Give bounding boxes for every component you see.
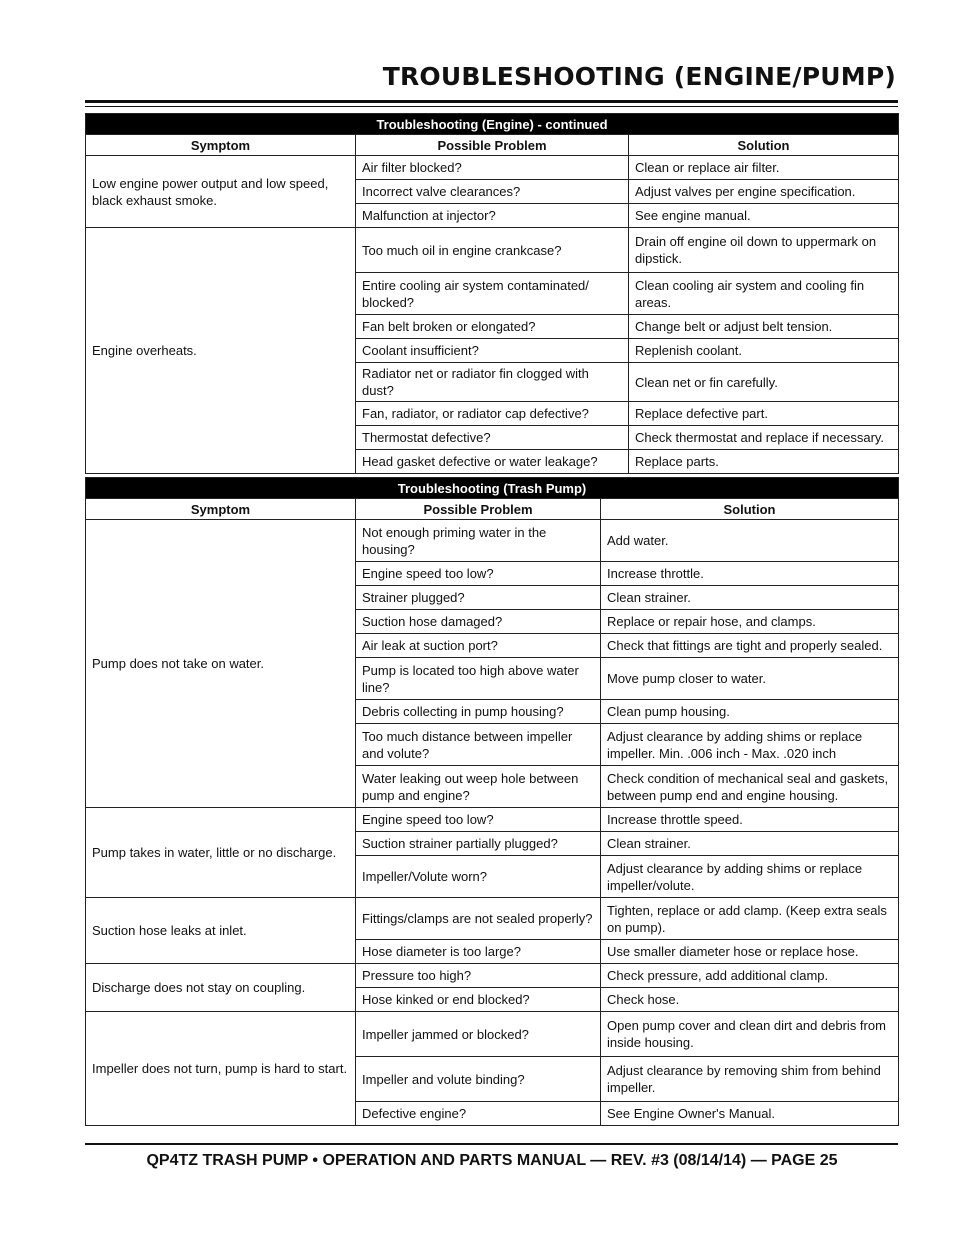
problem-cell: Suction strainer partially plugged? bbox=[356, 832, 601, 856]
problem-cell: Thermostat defective? bbox=[356, 426, 629, 450]
solution-cell: Clean pump housing. bbox=[601, 700, 899, 724]
solution-cell: Clean net or fin carefully. bbox=[629, 363, 899, 402]
symptom-header: Symptom bbox=[86, 135, 356, 156]
symptom-cell: Impeller does not turn, pump is hard to start. bbox=[86, 1012, 356, 1126]
solution-cell: See Engine Owner's Manual. bbox=[601, 1102, 899, 1126]
footer-rule bbox=[85, 1143, 898, 1145]
problem-cell: Not enough priming water in the housing? bbox=[356, 520, 601, 562]
problem-cell: Hose diameter is too large? bbox=[356, 940, 601, 964]
solution-cell: Clean strainer. bbox=[601, 832, 899, 856]
possible-problem-header: Possible Problem bbox=[356, 499, 601, 520]
problem-cell: Air leak at suction port? bbox=[356, 634, 601, 658]
possible-problem-header: Possible Problem bbox=[356, 135, 629, 156]
solution-header: Solution bbox=[601, 499, 899, 520]
solution-cell: Check thermostat and replace if necessary. bbox=[629, 426, 899, 450]
problem-cell: Debris collecting in pump housing? bbox=[356, 700, 601, 724]
symptom-cell: Pump takes in water, little or no discharge. bbox=[86, 808, 356, 898]
problem-cell: Too much distance between impeller and volute? bbox=[356, 724, 601, 766]
solution-cell: Adjust clearance by adding shims or replace impeller. Min. .006 inch - Max. .020 inch bbox=[601, 724, 899, 766]
solution-cell: Open pump cover and clean dirt and debris from inside housing. bbox=[601, 1012, 899, 1057]
solution-cell: Replenish coolant. bbox=[629, 339, 899, 363]
problem-cell: Engine speed too low? bbox=[356, 562, 601, 586]
solution-cell: Check pressure, add additional clamp. bbox=[601, 964, 899, 988]
problem-cell: Too much oil in engine crankcase? bbox=[356, 228, 629, 273]
problem-cell: Impeller/Volute worn? bbox=[356, 856, 601, 898]
problem-cell: Defective engine? bbox=[356, 1102, 601, 1126]
title-rule-thin bbox=[85, 106, 898, 107]
symptom-cell: Low engine power output and low speed, black exhaust smoke. bbox=[86, 156, 356, 228]
problem-cell: Radiator net or radiator fin clogged with dust? bbox=[356, 363, 629, 402]
table-row bbox=[86, 1012, 899, 1057]
solution-cell: See engine manual. bbox=[629, 204, 899, 228]
trash-pump-troubleshooting-table bbox=[85, 477, 899, 1126]
table-row bbox=[86, 520, 899, 562]
solution-cell: Tighten, replace or add clamp. (Keep extra seals on pump). bbox=[601, 898, 899, 940]
pump-table-banner: Troubleshooting (Trash Pump) bbox=[86, 478, 899, 499]
solution-cell: Adjust clearance by adding shims or replace impeller/volute. bbox=[601, 856, 899, 898]
solution-cell: Increase throttle. bbox=[601, 562, 899, 586]
problem-cell: Incorrect valve clearances? bbox=[356, 180, 629, 204]
solution-cell: Adjust clearance by removing shim from behind impeller. bbox=[601, 1057, 899, 1102]
solution-cell: Increase throttle speed. bbox=[601, 808, 899, 832]
problem-cell: Hose kinked or end blocked? bbox=[356, 988, 601, 1012]
problem-cell: Impeller and volute binding? bbox=[356, 1057, 601, 1102]
table-row bbox=[86, 228, 899, 273]
solution-cell: Clean strainer. bbox=[601, 586, 899, 610]
problem-cell: Air filter blocked? bbox=[356, 156, 629, 180]
solution-cell: Add water. bbox=[601, 520, 899, 562]
problem-cell: Suction hose damaged? bbox=[356, 610, 601, 634]
solution-cell: Replace or repair hose, and clamps. bbox=[601, 610, 899, 634]
symptom-cell: Pump does not take on water. bbox=[86, 520, 356, 808]
title-rule bbox=[85, 100, 898, 103]
problem-cell: Fan belt broken or elongated? bbox=[356, 315, 629, 339]
problem-cell: Water leaking out weep hole between pump and engine? bbox=[356, 766, 601, 808]
solution-cell: Move pump closer to water. bbox=[601, 658, 899, 700]
solution-cell: Adjust valves per engine specification. bbox=[629, 180, 899, 204]
problem-cell: Engine speed too low? bbox=[356, 808, 601, 832]
solution-cell: Replace defective part. bbox=[629, 402, 899, 426]
engine-troubleshooting-table bbox=[85, 113, 899, 474]
solution-header: Solution bbox=[629, 135, 899, 156]
symptom-header: Symptom bbox=[86, 499, 356, 520]
page-title: TROUBLESHOOTING (ENGINE/PUMP) bbox=[382, 62, 896, 91]
table-row bbox=[86, 898, 899, 940]
solution-cell: Clean cooling air system and cooling fin areas. bbox=[629, 273, 899, 315]
solution-cell: Change belt or adjust belt tension. bbox=[629, 315, 899, 339]
solution-cell: Check condition of mechanical seal and gaskets, between pump end and engine housing. bbox=[601, 766, 899, 808]
solution-cell: Replace parts. bbox=[629, 450, 899, 474]
problem-cell: Fittings/clamps are not sealed properly? bbox=[356, 898, 601, 940]
problem-cell: Impeller jammed or blocked? bbox=[356, 1012, 601, 1057]
symptom-cell: Discharge does not stay on coupling. bbox=[86, 964, 356, 1012]
solution-cell: Drain off engine oil down to uppermark on dipstick. bbox=[629, 228, 899, 273]
solution-cell: Check hose. bbox=[601, 988, 899, 1012]
symptom-cell: Suction hose leaks at inlet. bbox=[86, 898, 356, 964]
page-footer: QP4TZ TRASH PUMP • OPERATION AND PARTS MANUAL — REV. #3 (08/14/14) — PAGE 25 bbox=[146, 1152, 838, 1169]
problem-cell: Head gasket defective or water leakage? bbox=[356, 450, 629, 474]
solution-cell: Use smaller diameter hose or replace hose. bbox=[601, 940, 899, 964]
problem-cell: Fan, radiator, or radiator cap defective? bbox=[356, 402, 629, 426]
problem-cell: Pressure too high? bbox=[356, 964, 601, 988]
problem-cell: Pump is located too high above water line? bbox=[356, 658, 601, 700]
problem-cell: Malfunction at injector? bbox=[356, 204, 629, 228]
problem-cell: Coolant insufficient? bbox=[356, 339, 629, 363]
solution-cell: Clean or replace air filter. bbox=[629, 156, 899, 180]
symptom-cell: Engine overheats. bbox=[86, 228, 356, 474]
problem-cell: Strainer plugged? bbox=[356, 586, 601, 610]
problem-cell: Entire cooling air system contaminated/ blocked? bbox=[356, 273, 629, 315]
table-row bbox=[86, 808, 899, 832]
table-row bbox=[86, 964, 899, 988]
table-row bbox=[86, 156, 899, 180]
engine-table-banner: Troubleshooting (Engine) - continued bbox=[86, 114, 899, 135]
solution-cell: Check that fittings are tight and properly sealed. bbox=[601, 634, 899, 658]
